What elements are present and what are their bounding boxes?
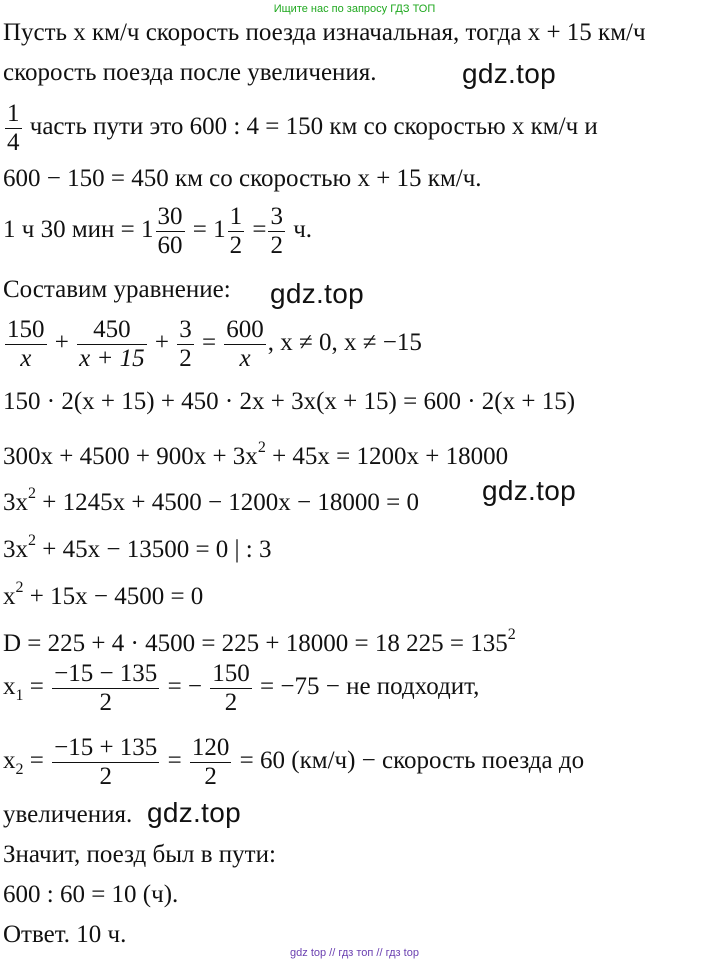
watermark-2: gdz.top <box>270 278 364 309</box>
line-5: 1 ч 30 мин = 1 $\frac{30}{60}$ = 1 $\frac{1}{2}$ = $\frac{3}{2}$ ч. <box>3 203 313 259</box>
equation-line: $\frac{150}{x}$ + $\frac{450}{x + 15}$ + $\frac{3}{2}$ = $\frac{600}{x}$ , x ≠ 0, x ≠ −15 <box>7 316 422 372</box>
line-9: $300x + 4500 + 900x + 3x^2 + 45x = 1200x + 18000$ <box>3 439 509 470</box>
top-banner: Ищите нас по запросу ГДЗ ТОП <box>273 3 436 15</box>
line-12: $x^2 + 15x - 4500 = 0$ <box>3 579 204 610</box>
discriminant-line: D = 225 + 4 · 4500 = 225 + 18000 = 18 $225 = 135^2$ <box>3 626 516 657</box>
answer-line: Ответ. 10 ч. <box>3 921 127 948</box>
root-x2-line: $x_2$ = $\frac{-15 + 135}{2}$ = $\frac{120}{2}$ = 60 (км/ч) − скорость поезда до <box>3 734 585 790</box>
line-18: 600 : 60 = 10 (ч). <box>3 881 179 908</box>
line-11: $3x^2 + 45x - 13500 = 0$ | : 3 <box>3 532 272 563</box>
line-6: Составим уравнение: <box>3 276 231 303</box>
watermark-4: gdz.top <box>147 797 241 828</box>
root-x1-line: $x_1$ = $\frac{-15 - 135}{2}$ = − $\frac{150}{2}$ = −75 − не подходит, <box>3 660 480 716</box>
line-8: 150 · 2(x + 15) + 450 · 2x + 3x(x + 15) = 600 · 2(x + 15) <box>3 388 576 415</box>
line-16: увеличения. <box>3 801 133 828</box>
watermark-3: gdz.top <box>482 475 576 506</box>
line-1: Пусть x км/ч скорость поезда изначальная, тогда x + 15 км/ч <box>3 19 646 46</box>
line-4: 600 − 150 = 450 км со скоростью x + 15 км/ч. <box>3 165 482 192</box>
fraction-quarter: $\frac{1}{4}$ <box>7 100 20 156</box>
footer-links: gdz top // гдз топ // гдз top <box>290 947 419 959</box>
watermark-1: gdz.top <box>462 58 556 89</box>
line-2: скорость поезда после увеличения. <box>3 59 377 86</box>
line-10: $3x^2 + 1245x + 4500 - 1200x - 18000 = 0$ <box>3 485 419 516</box>
line-3: $\frac{1}{4}$ часть пути это 600 : 4 = 150 км со скоростью x км/ч и <box>7 100 598 156</box>
line-17: Значит, поезд был в пути: <box>3 841 276 868</box>
